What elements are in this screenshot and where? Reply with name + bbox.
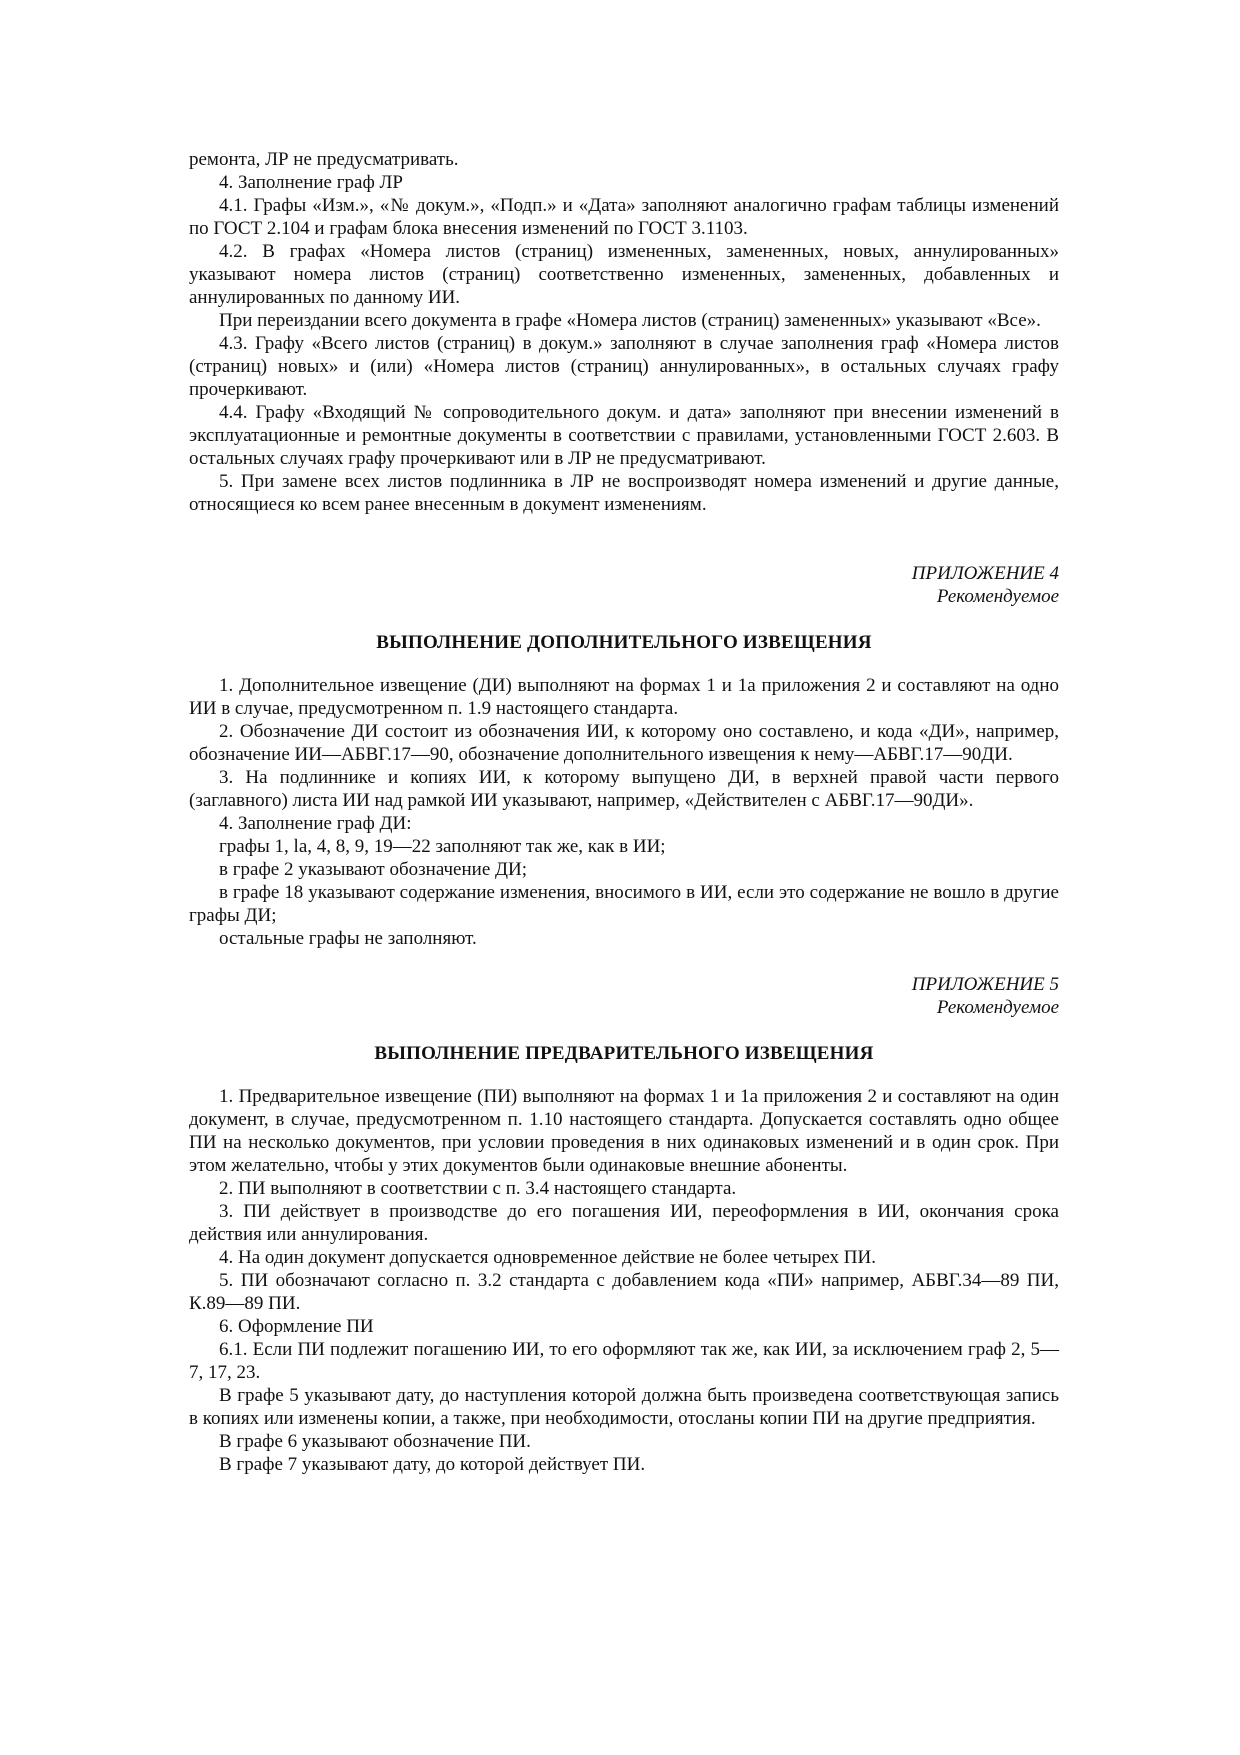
paragraph: 4. На один документ допускается одновременное действие не более четырех ПИ. <box>219 1247 876 1268</box>
paragraph: 4.2. В графах «Номера листов (страниц) измененных, замененных, новых, аннулированных» указывают номера листов (страниц) соответственно измененных, замененных, добавленных и аннулированных по данному ИИ. <box>189 241 1059 308</box>
paragraph: 6. Оформление ПИ <box>219 1316 374 1337</box>
paragraph: 5. При замене всех листов подлинника в ЛР не воспроизводят номера изменений и другие данные, относящиеся ко всем ранее внесенным в документ изменениям. <box>189 471 1059 515</box>
paragraph: В графе 7 указывают дату, до которой действует ПИ. <box>219 1454 646 1475</box>
paragraph: В графе 5 указывают дату, до наступления которой должна быть произведена соответствующая запись в копиях или изменены копии, а также, при необходимости, отосланы копии ПИ на другие предприятия. <box>189 1385 1059 1429</box>
paragraph: 3. На подлиннике и копиях ИИ, к которому выпущено ДИ, в верхней правой части первого (заглавного) листа ИИ над рамкой ИИ указывают, например, «Действителен с АБВГ.17—90ДИ». <box>189 767 1059 811</box>
paragraph: графы 1, la, 4, 8, 9, 19—22 заполняют так же, как в ИИ; <box>219 836 666 857</box>
paragraph: ремонта, ЛР не предусматривать. <box>189 149 459 170</box>
paragraph: 3. ПИ действует в производстве до его погашения ИИ, переоформления в ИИ, окончания срока действия или аннулирования. <box>189 1201 1059 1245</box>
document-page <box>189 148 1059 1476</box>
paragraph: 5. ПИ обозначают согласно п. 3.2 стандарта с добавлением кода «ПИ» например, АБВГ.34—89 ПИ, К.89—89 ПИ. <box>189 1270 1059 1314</box>
paragraph: 1. Дополнительное извещение (ДИ) выполняют на формах 1 и 1а приложения 2 и составляют на одно ИИ в случае, предусмотренном п. 1.9 настоящего стандарта. <box>189 675 1059 719</box>
paragraph: 6.1. Если ПИ подлежит погашению ИИ, то его оформляют так же, как ИИ, за исключением граф 2, 5—7, 17, 23. <box>189 1339 1059 1383</box>
paragraph: остальные графы не заполняют. <box>219 928 477 949</box>
paragraph: 2. Обозначение ДИ состоит из обозначения ИИ, к которому оно составлено, и кода «ДИ», например, обозначение ИИ—АБВГ.17—90, обозначение дополнительного извещения к нему—АБВГ.17—90ДИ. <box>189 721 1059 765</box>
appendix-4-status: Рекомендуемое <box>936 586 1059 607</box>
paragraph: 2. ПИ выполняют в соответствии с п. 3.4 настоящего стандарта. <box>219 1178 737 1199</box>
paragraph: 4.1. Графы «Изм.», «№ докум.», «Подп.» и «Дата» заполняют аналогично графам таблицы изменений по ГОСТ 2.104 и графам блока внесения изменений по ГОСТ 3.1103. <box>189 195 1059 239</box>
paragraph: 4. Заполнение граф ЛР <box>219 172 403 193</box>
paragraph: 4.3. Графу «Всего листов (страниц) в докум.» заполняют в случае заполнения граф «Номера листов (страниц) новых» и (или) «Номера листов (страниц) аннулированных», в остальных случаях графу прочеркивают. <box>189 333 1059 400</box>
paragraph: В графе 6 указывают обозначение ПИ. <box>219 1431 531 1452</box>
appendix-5-status: Рекомендуемое <box>936 997 1059 1018</box>
paragraph: 1. Предварительное извещение (ПИ) выполняют на формах 1 и 1а приложения 2 и составляют на один документ, в случае, предусмотренном п. 1.10 настоящего стандарта. Допускается составлять одно общее ПИ на несколько документов, при условии проведения в них одинаковых изменений и в один срок. При этом желательно, чтобы у этих документов были одинаковые внешние абоненты. <box>189 1086 1059 1176</box>
paragraph: 4. Заполнение граф ДИ: <box>219 813 412 834</box>
appendix-5-title: ВЫПОЛНЕНИЕ ПРЕДВАРИТЕЛЬНОГО ИЗВЕЩЕНИЯ <box>374 1043 874 1064</box>
paragraph: При переиздании всего документа в графе «Номера листов (страниц) замененных» указывают «Все». <box>219 310 1041 331</box>
appendix-4-title: ВЫПОЛНЕНИЕ ДОПОЛНИТЕЛЬНОГО ИЗВЕЩЕНИЯ <box>376 632 872 653</box>
appendix-4-label: ПРИЛОЖЕНИЕ 4 <box>911 563 1059 584</box>
paragraph: в графе 18 указывают содержание изменения, вносимого в ИИ, если это содержание не вошло в другие графы ДИ; <box>189 882 1059 926</box>
paragraph: в графе 2 указывают обозначение ДИ; <box>219 859 527 880</box>
appendix-5-label: ПРИЛОЖЕНИЕ 5 <box>911 974 1059 995</box>
paragraph: 4.4. Графу «Входящий № сопроводительного докум. и дата» заполняют при внесении изменений в эксплуатационные и ремонтные документы в соответствии с правилами, установленными ГОСТ 2.603. В остальных случаях графу прочеркивают или в ЛР не предусматривают. <box>189 402 1059 469</box>
